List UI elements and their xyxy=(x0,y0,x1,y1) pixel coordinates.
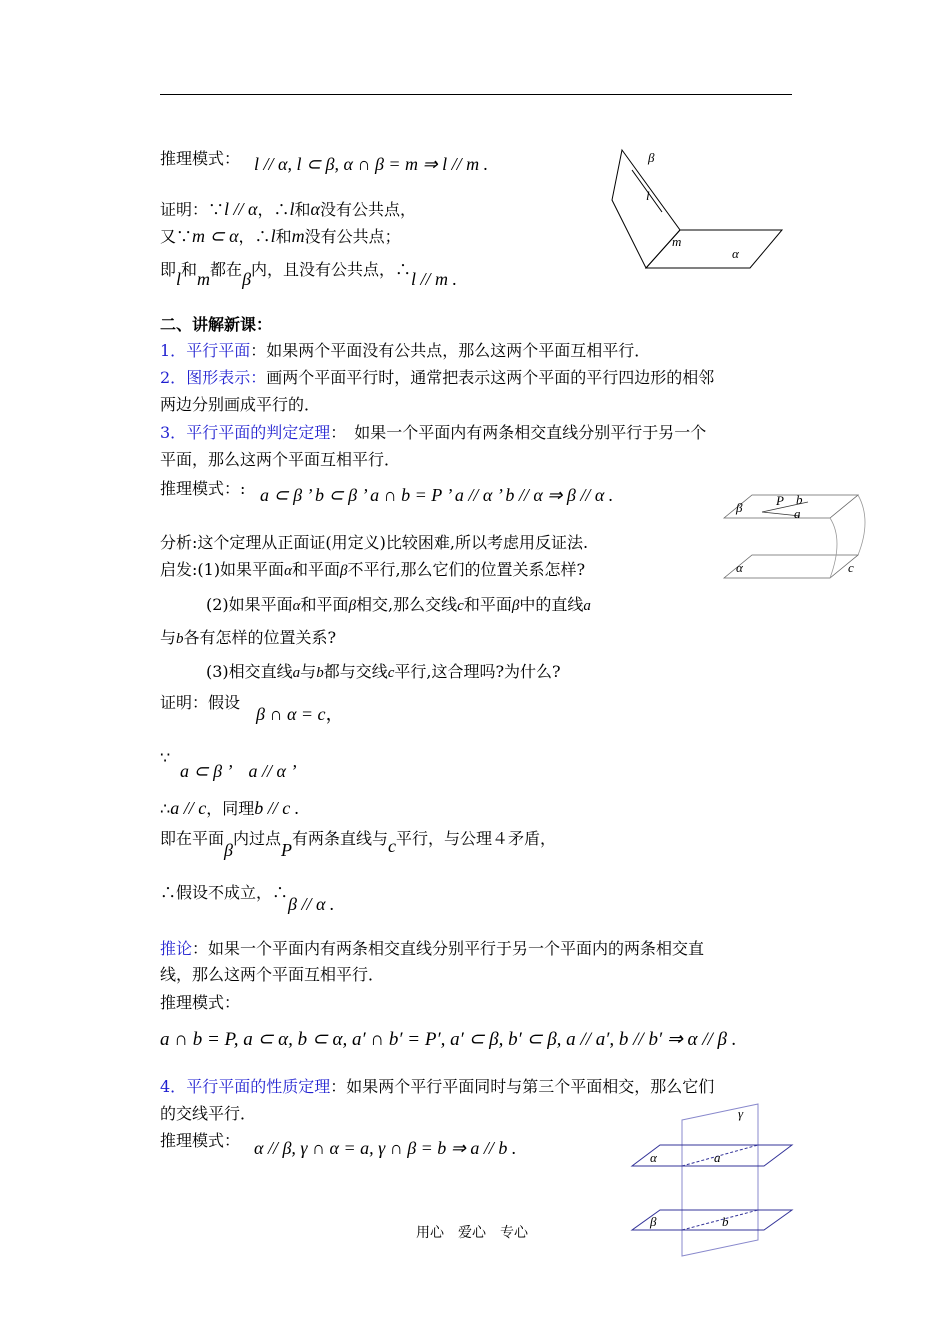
property-theorem-2: 的交线平行． xyxy=(160,1104,257,1123)
hint-3: (3)相交直线a与b都与交线c平行,这合理吗?为什么? xyxy=(206,662,561,681)
plane-alpha xyxy=(646,230,782,268)
analysis: 分析:这个定理从正面证(用定义)比较困难,所以考虑用反证法. xyxy=(160,533,589,552)
label-m: m xyxy=(672,234,682,249)
graphic-representation-2: 两边分别画成平行的． xyxy=(160,395,321,414)
property-theorem-1: 4．平行平面的性质定理：如果两个平行平面同时与第三个平面相交，那么它们 xyxy=(160,1077,715,1096)
label-c: c xyxy=(848,560,854,575)
line-b xyxy=(682,1210,758,1230)
corollary-formula: a ∩ b = P, a ⊂ α, b ⊂ α, a′ ∩ b′ = P′, a′ ⊂ β, b′ ⊂ β, a // a′, b // b′ ⇒ α // β . xyxy=(160,1029,737,1050)
reasoning-formula-3: α // β, γ ∩ α = a, γ ∩ β = b ⇒ a // b . xyxy=(254,1138,517,1158)
section-title: 二、讲解新课： xyxy=(160,315,273,334)
hint-1: 启发:(1)如果平面α和平面β不平行,那么它们的位置关系怎样? xyxy=(160,560,586,579)
reasoning-formula-1: l // α, l ⊂ β, α ∩ β = m ⇒ l // m . xyxy=(254,154,489,174)
figure-criterion xyxy=(722,490,880,585)
plane-gamma xyxy=(682,1104,758,1256)
reasoning-label-2: 推理模式：: xyxy=(160,479,246,498)
label-b: b xyxy=(796,492,803,507)
label-alpha: α xyxy=(650,1150,657,1165)
header-rule xyxy=(160,94,792,95)
corollary-2: 线，那么这两个平面互相平行． xyxy=(160,965,385,984)
label-P: P xyxy=(776,493,784,508)
plane-beta xyxy=(724,495,858,518)
proof1-line3: 即l和m都在β内，且没有公共点，∴l // m . xyxy=(160,260,458,289)
figure-property xyxy=(630,1100,794,1260)
label-beta: β xyxy=(736,500,743,515)
proof2-therefore: ∴a // c，同理b // c . xyxy=(160,798,300,818)
proof2-label: 证明：假设 xyxy=(160,693,241,712)
reasoning-label-1: 推理模式： xyxy=(160,149,241,168)
plane-beta xyxy=(612,150,680,268)
criterion-theorem-2: 平面，那么这两个平面互相平行． xyxy=(160,450,401,469)
label-b: b xyxy=(722,1214,729,1229)
corollary-label: 推理模式： xyxy=(160,993,241,1012)
proof2-contradiction: 即在平面β内过点P有两条直线与c平行，与公理４矛盾， xyxy=(160,829,557,860)
arc-left xyxy=(830,518,837,578)
proof1-line2: 又∵m ⊂ α，∴l和m没有公共点； xyxy=(160,226,401,246)
hint-2-cont: 与b各有怎样的位置关系? xyxy=(160,628,337,647)
reasoning-formula-2: a ⊂ β ’ b ⊂ β ’ a ∩ b = P ’ a // α ’ b // α ⇒ β // α . xyxy=(260,485,614,505)
label-l: l xyxy=(646,188,650,203)
figure-intersecting-planes xyxy=(610,140,790,275)
proof2-since-formula: a ⊂ β ’ a // α ’ xyxy=(180,761,297,781)
graphic-representation-1: 2．图形表示：画两个平面平行时，通常把表示这两个平面的平行四边形的相邻 xyxy=(160,368,715,387)
label-alpha: α xyxy=(732,246,739,261)
proof2-conclusion: ∴假设不成立，∴β // α . xyxy=(160,883,335,914)
proof2-assume: β ∩ α = c， xyxy=(256,704,344,724)
corollary-1: 推论：如果一个平面内有两条相交直线分别平行于另一个平面内的两条相交直 xyxy=(160,939,705,958)
plane-alpha xyxy=(724,555,858,578)
label-a: a xyxy=(714,1150,721,1165)
label-a: a xyxy=(794,506,801,521)
hint-2: (2)如果平面α和平面β相交,那么交线c和平面β中的直线a xyxy=(206,595,591,614)
label-beta: β xyxy=(650,1214,657,1229)
proof1-line1: 证明：∵l // α，∴l和α没有公共点， xyxy=(160,199,416,219)
footer: 用心 爱心 专心 xyxy=(416,1225,528,1241)
label-gamma: γ xyxy=(738,1106,744,1121)
arc-right xyxy=(858,495,865,555)
label-alpha: α xyxy=(736,560,743,575)
def-parallel-planes: 1．平行平面：如果两个平面没有公共点，那么这两个平面互相平行． xyxy=(160,341,651,360)
proof2-since: ∵ xyxy=(160,748,171,767)
label-beta: β xyxy=(648,150,655,165)
criterion-theorem-1: 3．平行平面的判定定理： 如果一个平面内有两条相交直线分别平行于另一个 xyxy=(160,423,707,442)
reasoning-label-3: 推理模式： xyxy=(160,1131,241,1150)
